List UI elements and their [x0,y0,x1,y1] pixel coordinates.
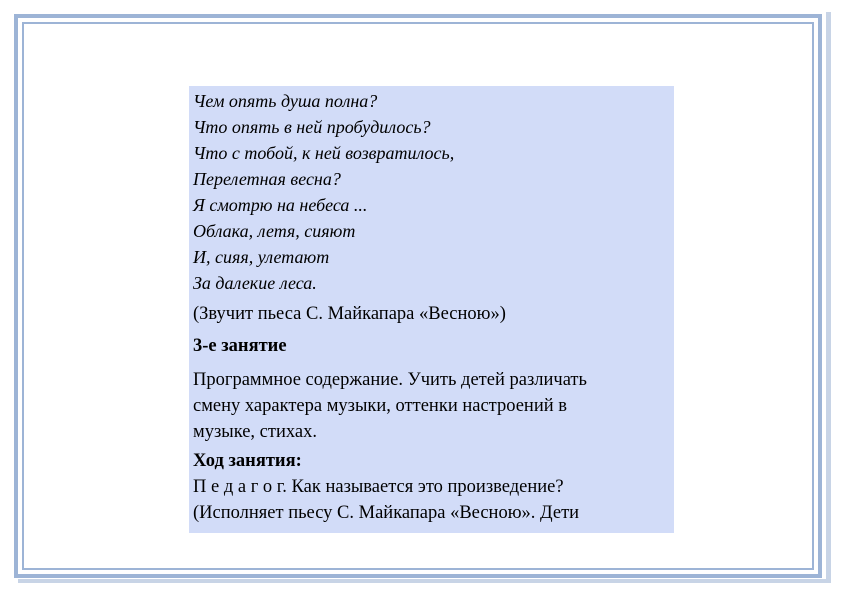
poem-line: Чем опять душа полна? [193,91,378,111]
poem-line: Я смотрю на небеса ... [193,195,368,215]
lesson-heading: 3-е занятие [193,336,287,356]
program-line: смену характера музыки, оттенки настроений в [193,396,567,416]
music-note: (Звучит пьеса С. Майкапара «Весною») [193,304,506,324]
course-heading: Ход занятия: [193,451,302,471]
program-content [193,367,670,445]
poem-line: Перелетная весна? [193,169,341,189]
poem-line: Что с тобой, к ней возвратилось, [193,143,455,163]
program-line: Программное содержание. Учить детей различать [193,370,587,390]
poem-line: За далекие леса. [193,273,317,293]
course-line: (Исполняет пьесу С. Майкапара «Весною». Дети [193,503,580,523]
poem-line: Что опять в ней пробудилось? [193,117,431,137]
frame-shadow-bottom [18,579,831,583]
course-line: П е д а г о г. Как называется это произведение? [193,477,564,497]
program-line: музыке, стихах. [193,422,317,442]
frame-shadow-right [826,12,831,583]
poem-line: Облака, летя, сияют [193,221,356,241]
course-text [193,474,670,526]
poem [193,88,670,296]
poem-line: И, сияя, улетают [193,247,330,267]
text-box [189,86,674,533]
